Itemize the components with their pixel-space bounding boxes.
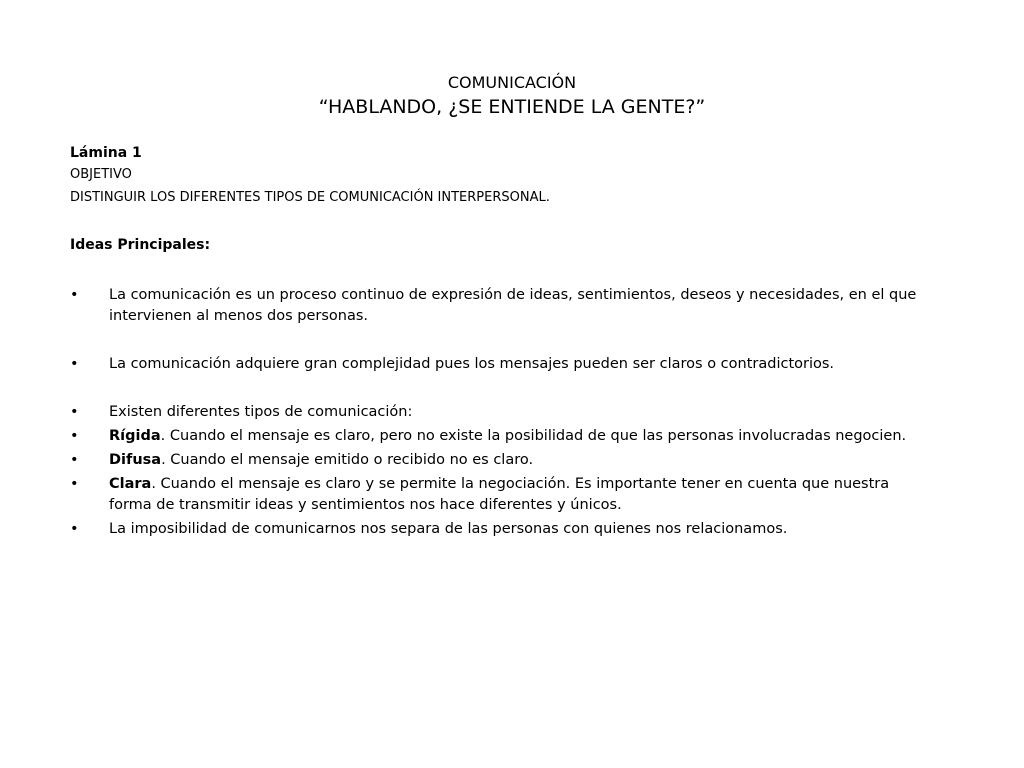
bullet-text: . Cuando el mensaje es claro y se permite la negociación. Es importante tener en cuenta que nuestra forma de transmitir ideas y sentimientos nos hace diferentes y únicos.	[109, 476, 890, 513]
title-line-2: “HABLANDO, ¿SE ENTIENDE LA GENTE?”	[318, 96, 706, 118]
title-line-1: COMUNICACIÓN	[447, 73, 577, 92]
bullet-term: Rígida	[109, 428, 161, 444]
bullet-icon: •	[70, 428, 79, 444]
ideas-heading: Ideas Principales:	[70, 237, 211, 253]
bullet-icon: •	[70, 356, 79, 372]
bullet-list	[70, 285, 930, 540]
bullet-icon: •	[70, 404, 79, 420]
page-title	[0, 72, 1024, 120]
bullet-icon: •	[70, 287, 79, 303]
objetivo-label: OBJETIVO	[70, 167, 132, 182]
bullet-item	[70, 474, 930, 516]
bullet-item	[70, 450, 930, 471]
bullet-item	[70, 402, 930, 423]
bullet-item	[70, 285, 930, 327]
bullet-text: La imposibilidad de comunicarnos nos separa de las personas con quienes nos relacionamos.	[109, 521, 788, 537]
bullet-item	[70, 354, 930, 375]
bullet-term: Difusa	[109, 452, 162, 468]
bullet-icon: •	[70, 521, 79, 537]
objetivo-text: DISTINGUIR LOS DIFERENTES TIPOS DE COMUNICACIÓN INTERPERSONAL.	[70, 190, 550, 205]
bullet-text: La comunicación es un proceso continuo de expresión de ideas, sentimientos, deseos y necesidades, en el que intervienen al menos dos personas.	[109, 287, 917, 324]
bullet-term: Clara	[109, 476, 152, 492]
bullet-icon: •	[70, 452, 79, 468]
bullet-item	[70, 519, 930, 540]
bullet-text: Existen diferentes tipos de comunicación:	[109, 404, 413, 420]
bullet-text: . Cuando el mensaje emitido o recibido no es claro.	[161, 452, 534, 468]
bullet-item	[70, 426, 930, 447]
bullet-text: La comunicación adquiere gran complejidad pues los mensajes pueden ser claros o contradictorios.	[109, 356, 835, 372]
lamina-label: Lámina 1	[70, 145, 142, 161]
bullet-icon: •	[70, 476, 79, 492]
bullet-text: . Cuando el mensaje es claro, pero no existe la posibilidad de que las personas involucradas negocien.	[160, 428, 907, 444]
